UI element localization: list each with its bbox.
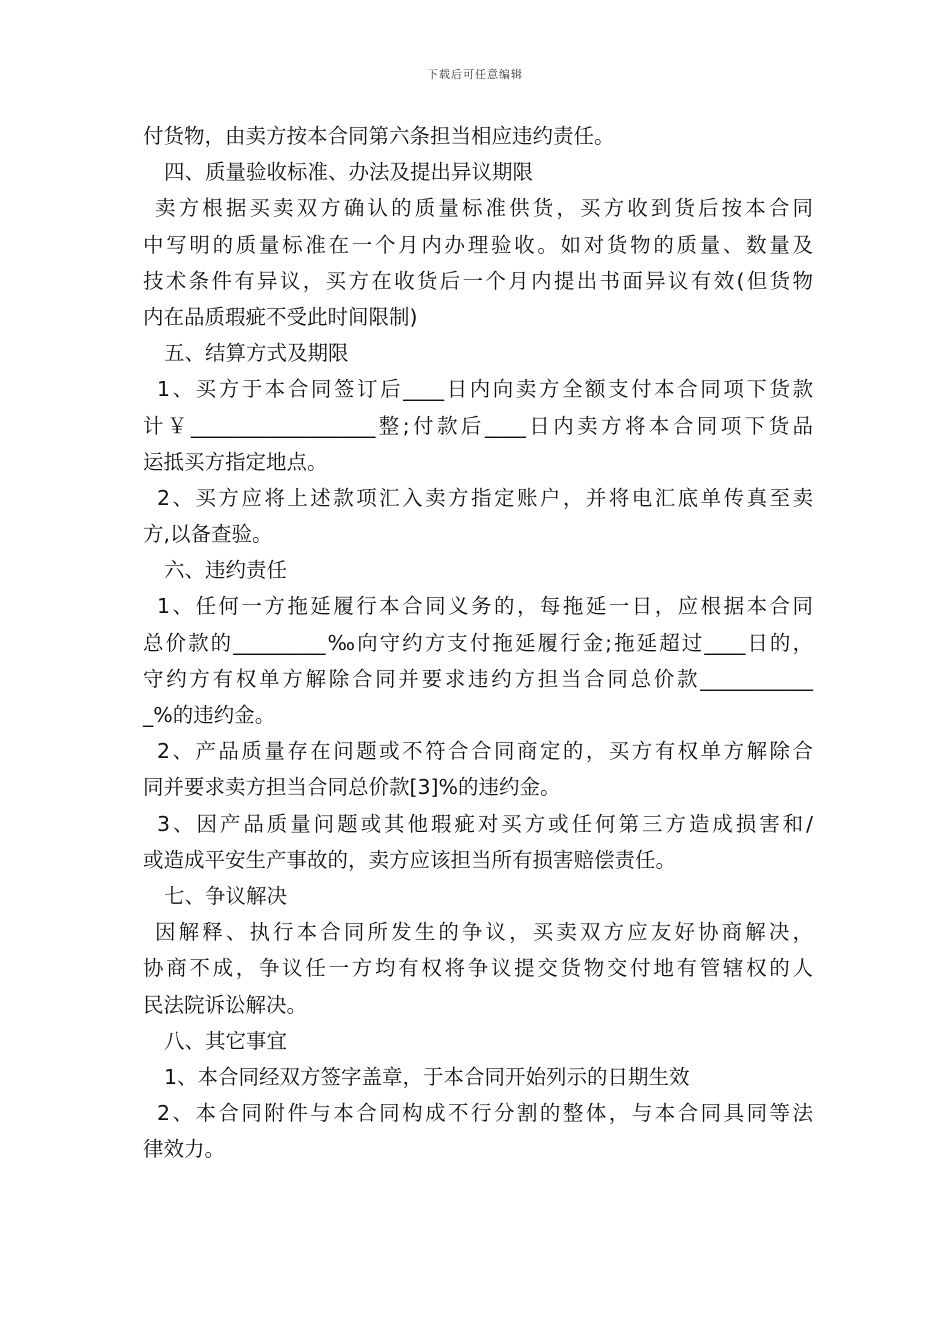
section-heading: 六、违约责任: [164, 558, 287, 583]
paragraph-line: 1、任何一方拖延履行本合同义务的，每拖延一日，应根据本合同: [157, 594, 813, 619]
paragraph-line: _%的违约金。: [143, 703, 276, 727]
paragraph-line: 2、本合同附件与本合同构成不行分割的整体，与本合同具同等法: [157, 1101, 813, 1126]
section-heading: 八、其它事宜: [164, 1028, 287, 1053]
paragraph-line: 守约方有权单方解除合同并要求违约方担当合同总价款___________: [143, 666, 813, 691]
paragraph-line: 或造成平安生产事故的，卖方应该担当所有损害赔偿责任。: [143, 847, 676, 872]
section-heading: 五、结算方式及期限: [164, 341, 349, 366]
paragraph-line: 付货物，由卖方按本合同第六条担当相应违约责任。: [143, 124, 615, 148]
paragraph-line: 2、买方应将上述款项汇入卖方指定账户，并将电汇底单传真至卖: [157, 485, 813, 510]
document-body: [143, 118, 813, 1167]
paragraph-line: 1、本合同经双方签字盖章，于本合同开始列示的日期生效: [164, 1064, 690, 1089]
paragraph-line: 总价款的_________‰向守约方支付拖延履行金;拖延超过____日的，: [143, 630, 813, 655]
paragraph-line: 内在品质瑕疵不受此时间限制): [143, 304, 418, 329]
paragraph-line: 律效力。: [143, 1137, 225, 1162]
paragraph-line: 2、产品质量存在问题或不符合合同商定的，买方有权单方解除合: [157, 739, 813, 764]
section-heading: 四、质量验收标准、办法及提出异议期限: [164, 160, 533, 185]
paragraph-line: 技术条件有异议，买方在收货后一个月内提出书面异议有效(但货物: [143, 268, 813, 293]
paragraph-line: 运抵买方指定地点。: [143, 449, 328, 474]
paragraph-line: 3、因产品质量问题或其他瑕疵对买方或任何第三方造成损害和/: [157, 811, 813, 836]
paragraph-line: 1、买方于本合同签订后____日内向卖方全额支付本合同项下货款: [157, 377, 813, 402]
paragraph-line: 同并要求卖方担当合同总价款[3]%的违约金。: [143, 775, 561, 800]
paragraph-line: 计￥__________________整;付款后____日内卖方将本合同项下货品: [143, 413, 813, 438]
paragraph-line: 卖方根据买卖双方确认的质量标准供货，买方收到货后按本合同: [155, 196, 813, 221]
paragraph-line: 因解释、执行本合同所发生的争议，买卖双方应友好协商解决，: [155, 920, 813, 945]
section-heading: 七、争议解决: [164, 883, 287, 908]
paragraph-line: 民法院诉讼解决。: [143, 992, 307, 1017]
paragraph-line: 协商不成，争议任一方均有权将争议提交货物交付地有管辖权的人: [143, 956, 813, 981]
page-header: 下载后可任意编辑: [427, 68, 523, 81]
paragraph-line: 方,以备查验。: [143, 522, 273, 547]
paragraph-line: 中写明的质量标准在一个月内办理验收。如对货物的质量、数量及: [143, 232, 813, 257]
